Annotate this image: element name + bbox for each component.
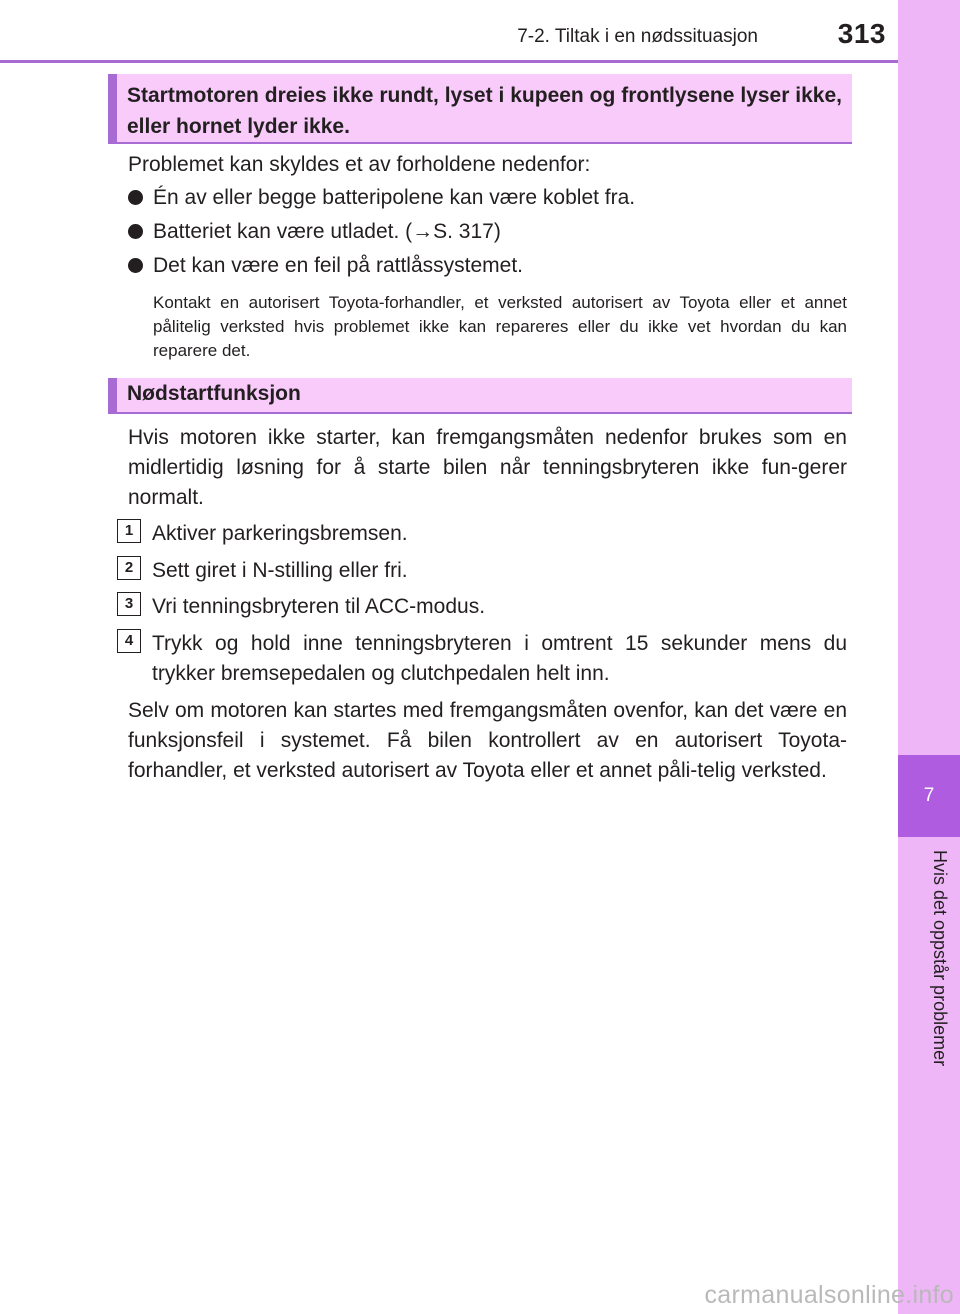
section1-note: Kontakt en autorisert Toyota-forhandler, et verksted autorisert av Toyota eller et annet pålitelig verksted hvis problemet ikke kan repareres eller du ikke vet hvordan du kan reparere det. [153,293,847,360]
section-heading-emergency-start: Nødstartfunksjon [108,378,852,414]
section1-intro: Problemet kan skyldes et av forholdene nedenfor: [128,153,591,176]
chapter-label: Hvis det oppstår problemer [930,850,950,1067]
step-text: Aktiver parkeringsbremsen. [152,522,408,545]
bullet-dot-icon [128,258,143,273]
bullet-dot-icon [128,224,143,239]
bullet-dot-icon [128,190,143,205]
section-heading-starter: Startmotoren dreies ikke rundt, lyset i kupeen og frontlysene lyser ikke, eller hornet lyder ikke. [108,74,852,144]
section2-intro: Hvis motoren ikke starter, kan fremgangsmåten nedenfor brukes som en midlertidig løsning for å starte bilen når tenningsbryteren ikke fun-gerer normalt. [128,426,847,509]
chapter-side-tab [898,0,960,1314]
section2-outro: Selv om motoren kan startes med fremgangsmåten ovenfor, kan det være en funksjonsfeil i systemet. Få bilen kontrollert av en autorisert Toyota-forhandler, et verksted autorisert av Toyota eller et annet påli-telig verksted. [128,699,847,782]
step-text: Sett giret i N-stilling eller fri. [152,559,408,582]
bullet-text: Det kan være en feil på rattlåssystemet. [153,254,523,277]
step-text: Trykk og hold inne tenningsbryteren i omtrent 15 sekunder mens du trykker bremsepedalen og clutchpedalen helt inn. [152,632,847,685]
header-section-title: 7-2. Tiltak i en nødssituasjon [517,26,758,47]
step-number-badge: 1 [117,519,141,543]
bullet-item [128,217,501,247]
step-text: Vri tenningsbryteren til ACC-modus. [152,595,486,618]
bullet-text: Batteriet kan være utladet. (→S. 317) [153,220,501,243]
chapter-number: 7 [898,755,960,837]
page-header [0,0,898,63]
step-number-badge: 2 [117,556,141,580]
bullet-item [128,251,523,281]
bullet-item [128,183,635,213]
bullet-text: Én av eller begge batteripolene kan være koblet fra. [153,186,636,209]
step-number-badge: 4 [117,629,141,653]
step-number-badge: 3 [117,592,141,616]
page-number: 313 [837,18,886,49]
watermark: carmanualsonline.info [704,1281,954,1309]
